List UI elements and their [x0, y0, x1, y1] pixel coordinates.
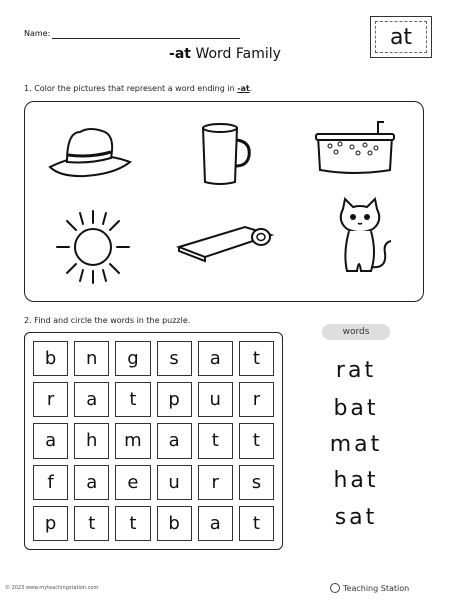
word-bank-title: words	[322, 324, 390, 340]
puzzle-cell[interactable]: a	[198, 506, 233, 541]
copyright-text: © 2023 www.myteachingstation.com	[5, 585, 99, 591]
word-bank-item: hat	[333, 468, 379, 493]
mug-icon[interactable]	[195, 120, 255, 190]
brand-icon	[330, 583, 340, 593]
puzzle-cell[interactable]: b	[157, 506, 192, 541]
puzzle-cell[interactable]: a	[74, 465, 109, 500]
puzzle-cell[interactable]: r	[33, 382, 68, 417]
puzzle-cell[interactable]: p	[157, 382, 192, 417]
puzzle-cell[interactable]: p	[33, 506, 68, 541]
section1-target: -at	[237, 84, 250, 93]
puzzle-cell[interactable]: u	[198, 382, 233, 417]
puzzle-cell[interactable]: n	[74, 341, 109, 376]
brand-logo	[330, 583, 409, 593]
hat-icon[interactable]	[45, 122, 135, 182]
puzzle-cell[interactable]: r	[198, 465, 233, 500]
puzzle-cell[interactable]: t	[239, 506, 274, 541]
puzzle-cell[interactable]: a	[157, 423, 192, 458]
puzzle-cell[interactable]: t	[115, 382, 150, 417]
stamp-text: at	[389, 24, 413, 50]
section1-instruction	[24, 84, 252, 93]
puzzle-cell[interactable]: h	[74, 423, 109, 458]
puzzle-cell[interactable]: e	[115, 465, 150, 500]
puzzle-cell[interactable]: t	[198, 423, 233, 458]
word-bank-item: rat	[335, 358, 377, 383]
puzzle-cell[interactable]: r	[239, 382, 274, 417]
pictures-panel	[24, 101, 424, 302]
word-bank-item: mat	[329, 432, 383, 457]
title-rest: Word Family	[195, 46, 281, 62]
word-bank-item: bat	[333, 396, 379, 421]
mat-icon[interactable]	[175, 217, 275, 267]
puzzle-cell[interactable]: f	[33, 465, 68, 500]
puzzle-cell[interactable]: m	[115, 423, 150, 458]
name-label: Name:	[24, 29, 51, 38]
puzzle-cell[interactable]: u	[157, 465, 192, 500]
puzzle-cell[interactable]: a	[198, 341, 233, 376]
section2-instruction: 2. Find and circle the words in the puzzle.	[24, 316, 191, 325]
puzzle-cell[interactable]: g	[115, 341, 150, 376]
puzzle-cell[interactable]: t	[115, 506, 150, 541]
puzzle-cell[interactable]: a	[33, 423, 68, 458]
section1-end: .	[249, 84, 253, 93]
puzzle-cell[interactable]: a	[74, 382, 109, 417]
cat-icon[interactable]	[325, 197, 395, 282]
page-title	[0, 46, 450, 62]
section1-number: 1.	[24, 84, 32, 93]
name-input-line[interactable]	[52, 38, 240, 39]
puzzle-cell[interactable]: s	[157, 341, 192, 376]
puzzle-cell[interactable]: t	[74, 506, 109, 541]
puzzle-cell[interactable]: t	[239, 341, 274, 376]
section1-text: Color the pictures that represent a word ending in	[34, 84, 235, 93]
puzzle-cell[interactable]: b	[33, 341, 68, 376]
sun-icon[interactable]	[53, 207, 133, 287]
title-accent: -at	[169, 46, 191, 62]
word-search-grid	[24, 332, 283, 550]
puzzle-cell[interactable]: t	[239, 423, 274, 458]
word-bank-item: sat	[334, 505, 378, 530]
brand-name: Teaching Station	[343, 583, 410, 593]
bathtub-icon[interactable]	[310, 120, 400, 180]
puzzle-cell[interactable]: s	[239, 465, 274, 500]
